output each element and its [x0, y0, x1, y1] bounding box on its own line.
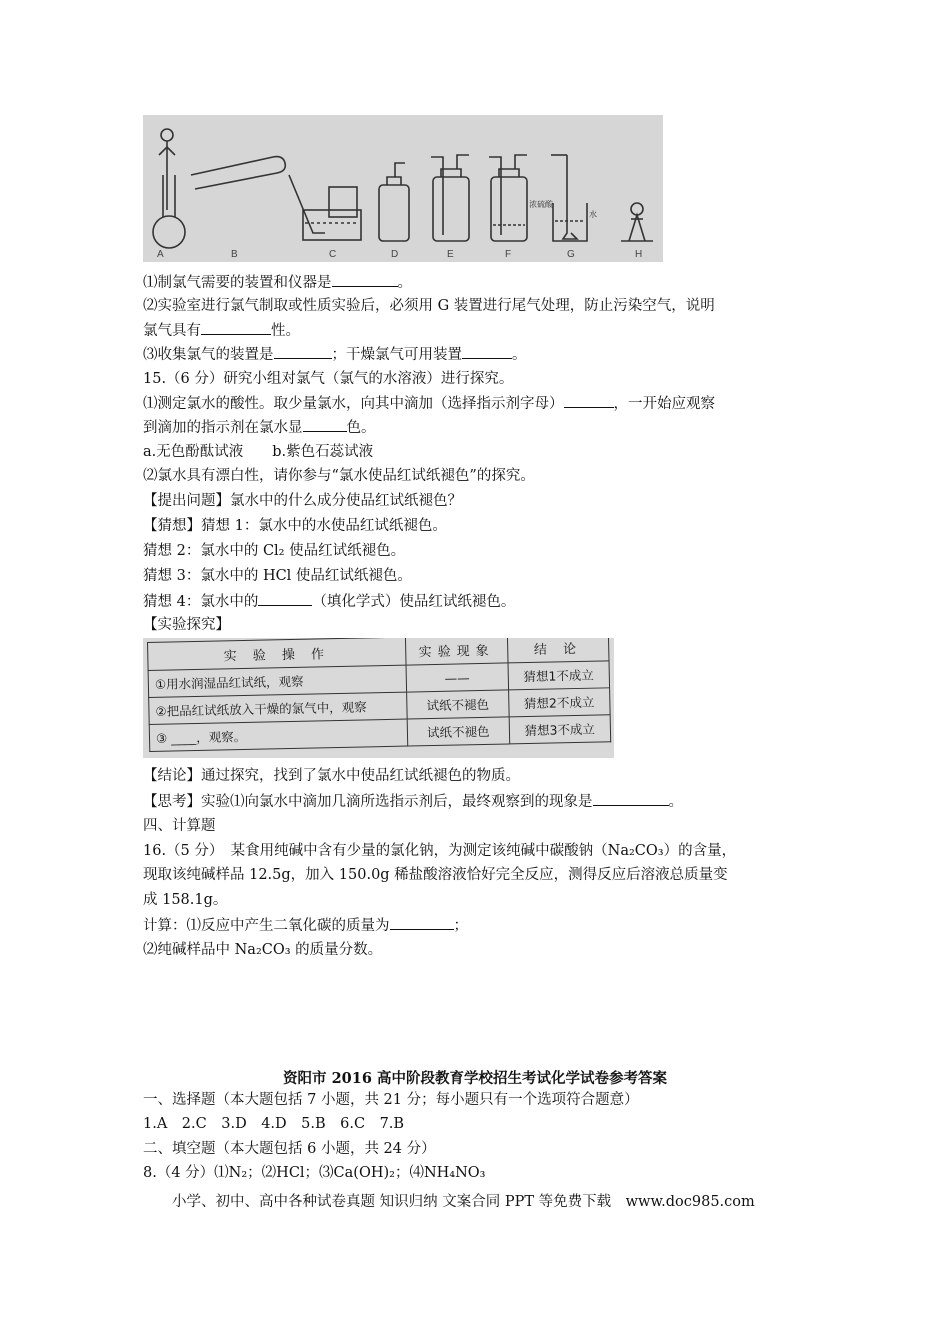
q15-heading: 15.（6 分）研究小组对氯气（氯气的水溶液）进行探究。: [143, 371, 514, 387]
q15-part2: ⑵氯水具有漂白性，请你参与“氯水使品红试纸褪色”的探究。: [143, 468, 535, 484]
annotation-water: 水: [589, 210, 597, 219]
label-g: G: [567, 249, 575, 260]
annotation-sulfuric-acid: 浓硫酸: [529, 200, 553, 209]
q14-part3-text-2: ；干燥氯气可用装置: [331, 347, 462, 363]
label-h: H: [635, 249, 643, 260]
footer-text: 小学、初中、高中各种试卷真题 知识归纳 文案合同 PPT 等免费下载 www.doc985.com: [172, 1194, 755, 1210]
label-a: A: [157, 249, 164, 260]
answer-blank: [274, 344, 332, 359]
label-e: E: [447, 249, 454, 260]
q15-part1b-text: 到滴加的指示剂在氯水显: [143, 420, 303, 436]
q15-think-text: 【思考】实验⑴向氯水中滴加几滴所选指示剂后，最终观察到的现象是: [143, 794, 593, 810]
answer-section2: 二、填空题（本大题包括 6 小题，共 24 分）: [143, 1141, 436, 1157]
q16-line3: 成 158.1g。: [143, 892, 228, 908]
answer-blank: [390, 915, 454, 930]
table-header: 实验现象: [406, 638, 508, 665]
answer-section1-values: 1.A 2.C 3.D 4.D 5.B 6.C 7.B: [143, 1116, 405, 1132]
answer-blank: [201, 320, 271, 335]
answer-section1: 一、选择题（本大题包括 7 小题，共 21 分；每小题只有一个选项符合题意）: [143, 1092, 639, 1108]
table-cell: 猜想2不成立: [508, 688, 610, 717]
q15-guess1: 【猜想】猜想 1：氯水中的水使品红试纸褪色。: [143, 518, 447, 534]
apparatus-figure: [143, 115, 663, 262]
q15-explore: 【实验探究】: [143, 617, 230, 633]
answer-blank: [258, 591, 312, 606]
label-d: D: [391, 249, 399, 260]
q15-guess2: 猜想 2：氯水中的 Cl₂ 使品红试纸褪色。: [143, 543, 406, 559]
answer-q8: 8.（4 分）⑴N₂；⑵HCl；⑶Ca(OH)₂；⑷NH₄NO₃: [143, 1165, 486, 1181]
label-f: F: [505, 249, 512, 260]
q16-line5: ⑵纯碱样品中 Na₂CO₃ 的质量分数。: [143, 942, 383, 958]
q16-line4-text: 计算：⑴反应中产生二氧化碳的质量为: [143, 918, 390, 934]
label-b: B: [231, 249, 238, 260]
apparatus-drawing: [143, 115, 663, 262]
answer-blank: [462, 344, 512, 359]
q15-part1b-end: 色。: [346, 420, 376, 436]
q15-part1a-text: ⑴测定氯水的酸性。取少量氯水，向其中滴加（选择指示剂字母）: [143, 396, 564, 412]
q14-part1-end: 。: [397, 275, 412, 291]
q16-line2: 现取该纯碱样品 12.5g，加入 150.0g 稀盐酸溶液恰好完全反应，测得反应后溶液总质量变: [143, 867, 728, 883]
q15-think-end: 。: [668, 794, 683, 810]
table-cell: ②把品红试纸放入干燥的氯气中，观察: [149, 692, 408, 724]
q16-line4: [143, 915, 468, 936]
answer-blank: [303, 417, 347, 432]
q15-part1b: [143, 417, 376, 438]
q14-part3-text: ⑶收集氯气的装置是: [143, 347, 274, 363]
q15-guess4-text-2: （填化学式）使品红试纸褪色。: [312, 594, 516, 610]
q15-think: [143, 791, 683, 812]
q15-options: a.无色酚酞试液 b.紫色石蕊试液: [143, 444, 374, 460]
q15-part1a-end: ，一开始应观察: [613, 396, 715, 412]
table-header: 实 验 操 作: [148, 638, 407, 671]
q15-guess4: [143, 591, 515, 612]
table-cell: 试纸不褪色: [407, 690, 509, 719]
q14-part3-end: 。: [512, 347, 527, 363]
experiment-table-image: [143, 638, 614, 758]
label-c: C: [329, 249, 337, 260]
q14-part1: [143, 272, 412, 293]
table-cell: 猜想3不成立: [509, 715, 611, 744]
q14-part2b-end: 性。: [271, 323, 300, 339]
q15-part1a: [143, 393, 715, 414]
q16-line1: 16.（5 分） 某食用纯碱中含有少量的氯化钠，为测定该纯碱中碳酸钠（Na₂CO₃）的含量，: [143, 843, 737, 859]
q15-guess4-text: 猜想 4：氯水中的: [143, 594, 259, 610]
table-cell: 试纸不褪色: [407, 717, 509, 746]
experiment-table: [147, 638, 611, 752]
q15-conclusion: 【结论】通过探究，找到了氯水中使品红试纸褪色的物质。: [143, 768, 520, 784]
q14-part2b: [143, 320, 300, 341]
answer-blank: [564, 393, 614, 408]
q16-line4-end: ；: [453, 918, 468, 934]
table-cell: ①用水润湿品红试纸，观察: [148, 665, 407, 697]
answer-blank: [593, 791, 669, 806]
table-cell: 猜想1不成立: [508, 661, 610, 690]
table-cell: ③ ____，观察。: [149, 719, 408, 751]
answer-blank: [332, 272, 398, 287]
q14-part1-text: ⑴制氯气需要的装置和仪器是: [143, 275, 332, 291]
q14-part3: [143, 344, 527, 365]
table-cell: ——: [406, 663, 508, 692]
q15-question: 【提出问题】氯水中的什么成分使品红试纸褪色？: [143, 493, 462, 509]
section-four-heading: 四、计算题: [143, 818, 216, 834]
answer-key-title: 资阳市 2016 高中阶段教育学校招生考试化学试卷参考答案: [283, 1070, 667, 1087]
q14-part2b-text: 氯气具有: [143, 323, 201, 339]
table-header: 结 论: [507, 638, 609, 663]
q15-guess3: 猜想 3：氯水中的 HCl 使品红试纸褪色。: [143, 568, 412, 584]
q14-part2a: ⑵实验室进行氯气制取或性质实验后，必须用 G 装置进行尾气处理，防止污染空气，说明: [143, 298, 715, 314]
